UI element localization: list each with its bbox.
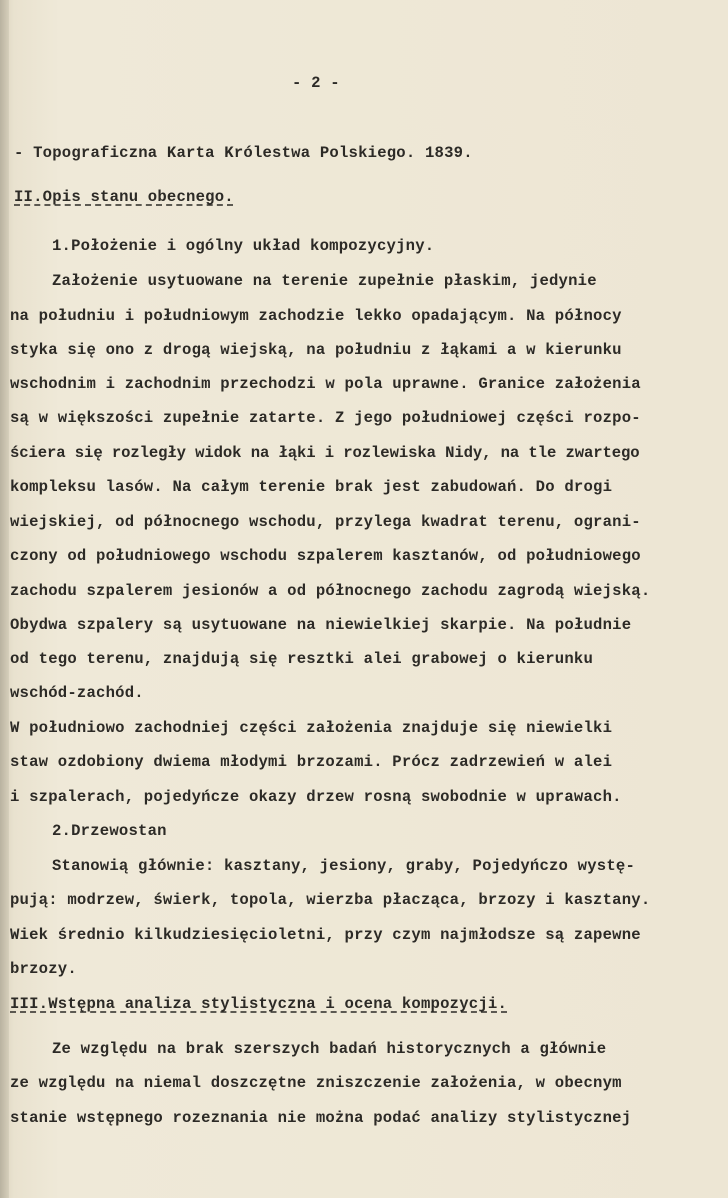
page-number: - 2 - [292,74,340,92]
text-line: i szpalerach, pojedyńcze okazy drzew rosną swobodnie w uprawach. [10,788,622,806]
text-line: ściera się rozległy widok na łąki i rozlewiska Nidy, na tle zwartego [10,444,640,462]
section-heading-ii: II.Opis stanu obecnego. [14,188,234,206]
source-citation: - Topograficzna Karta Królestwa Polskiego. 1839. [14,144,473,162]
text-line: na południu i południowym zachodzie lekko opadającym. Na północy [10,307,622,325]
text-line: czony od południowego wschodu szpalerem kasztanów, od południowego [10,547,641,565]
text-line: wschodnim i zachodnim przechodzi w pola uprawne. Granice założenia [10,375,641,393]
text-line: Ze względu na brak szerszych badań historycznych a głównie [52,1040,607,1058]
text-line: od tego terenu, znajdują się resztki alei grabowej o kierunku [10,650,594,668]
text-line: pują: modrzew, świerk, topola, wierzba płacząca, brzozy i kasztany. [10,891,651,909]
subsection-heading-1: 1.Położenie i ogólny układ kompozycyjny. [52,237,435,255]
text-line: są w większości zupełnie zatarte. Z jego południowej części rozpo- [10,409,641,427]
text-line: stanie wstępnego rozeznania nie można podać analizy stylistycznej [10,1109,632,1127]
text-line: brzozy. [10,960,77,978]
text-line: Stanowią głównie: kasztany, jesiony, graby, Pojedyńczo wystę- [52,857,636,875]
text-line: Założenie usytuowane na terenie zupełnie płaskim, jedynie [52,272,597,290]
text-line: Obydwa szpalery są usytuowane na niewielkiej skarpie. Na południe [10,616,632,634]
text-line: wiejskiej, od północnego wschodu, przylega kwadrat terenu, ograni- [10,513,641,531]
text-line: kompleksu lasów. Na całym terenie brak jest zabudowań. Do drogi [10,478,613,496]
text-line: ze względu na niemal doszczętne zniszczenie założenia, w obecnym [10,1074,622,1092]
text-line: zachodu szpalerem jesionów a od północnego zachodu zagrodą wiejską. [10,582,651,600]
paper-edge-shadow [0,0,9,1198]
text-line: W południowo zachodniej części założenia znajduje się niewielki [10,719,613,737]
text-line: Wiek średnio kilkudziesięcioletni, przy czym najmłodsze są zapewne [10,926,641,944]
section-heading-iii: III.Wstępna analiza stylistyczna i ocena kompozycji. [10,995,508,1013]
subsection-heading-2: 2.Drzewostan [52,822,167,840]
text-line: styka się ono z drogą wiejską, na południu z łąkami a w kierunku [10,341,622,359]
text-line: wschód-zachód. [10,684,144,702]
text-line: staw ozdobiony dwiema młodymi brzozami. Prócz zadrzewień w alei [10,753,613,771]
